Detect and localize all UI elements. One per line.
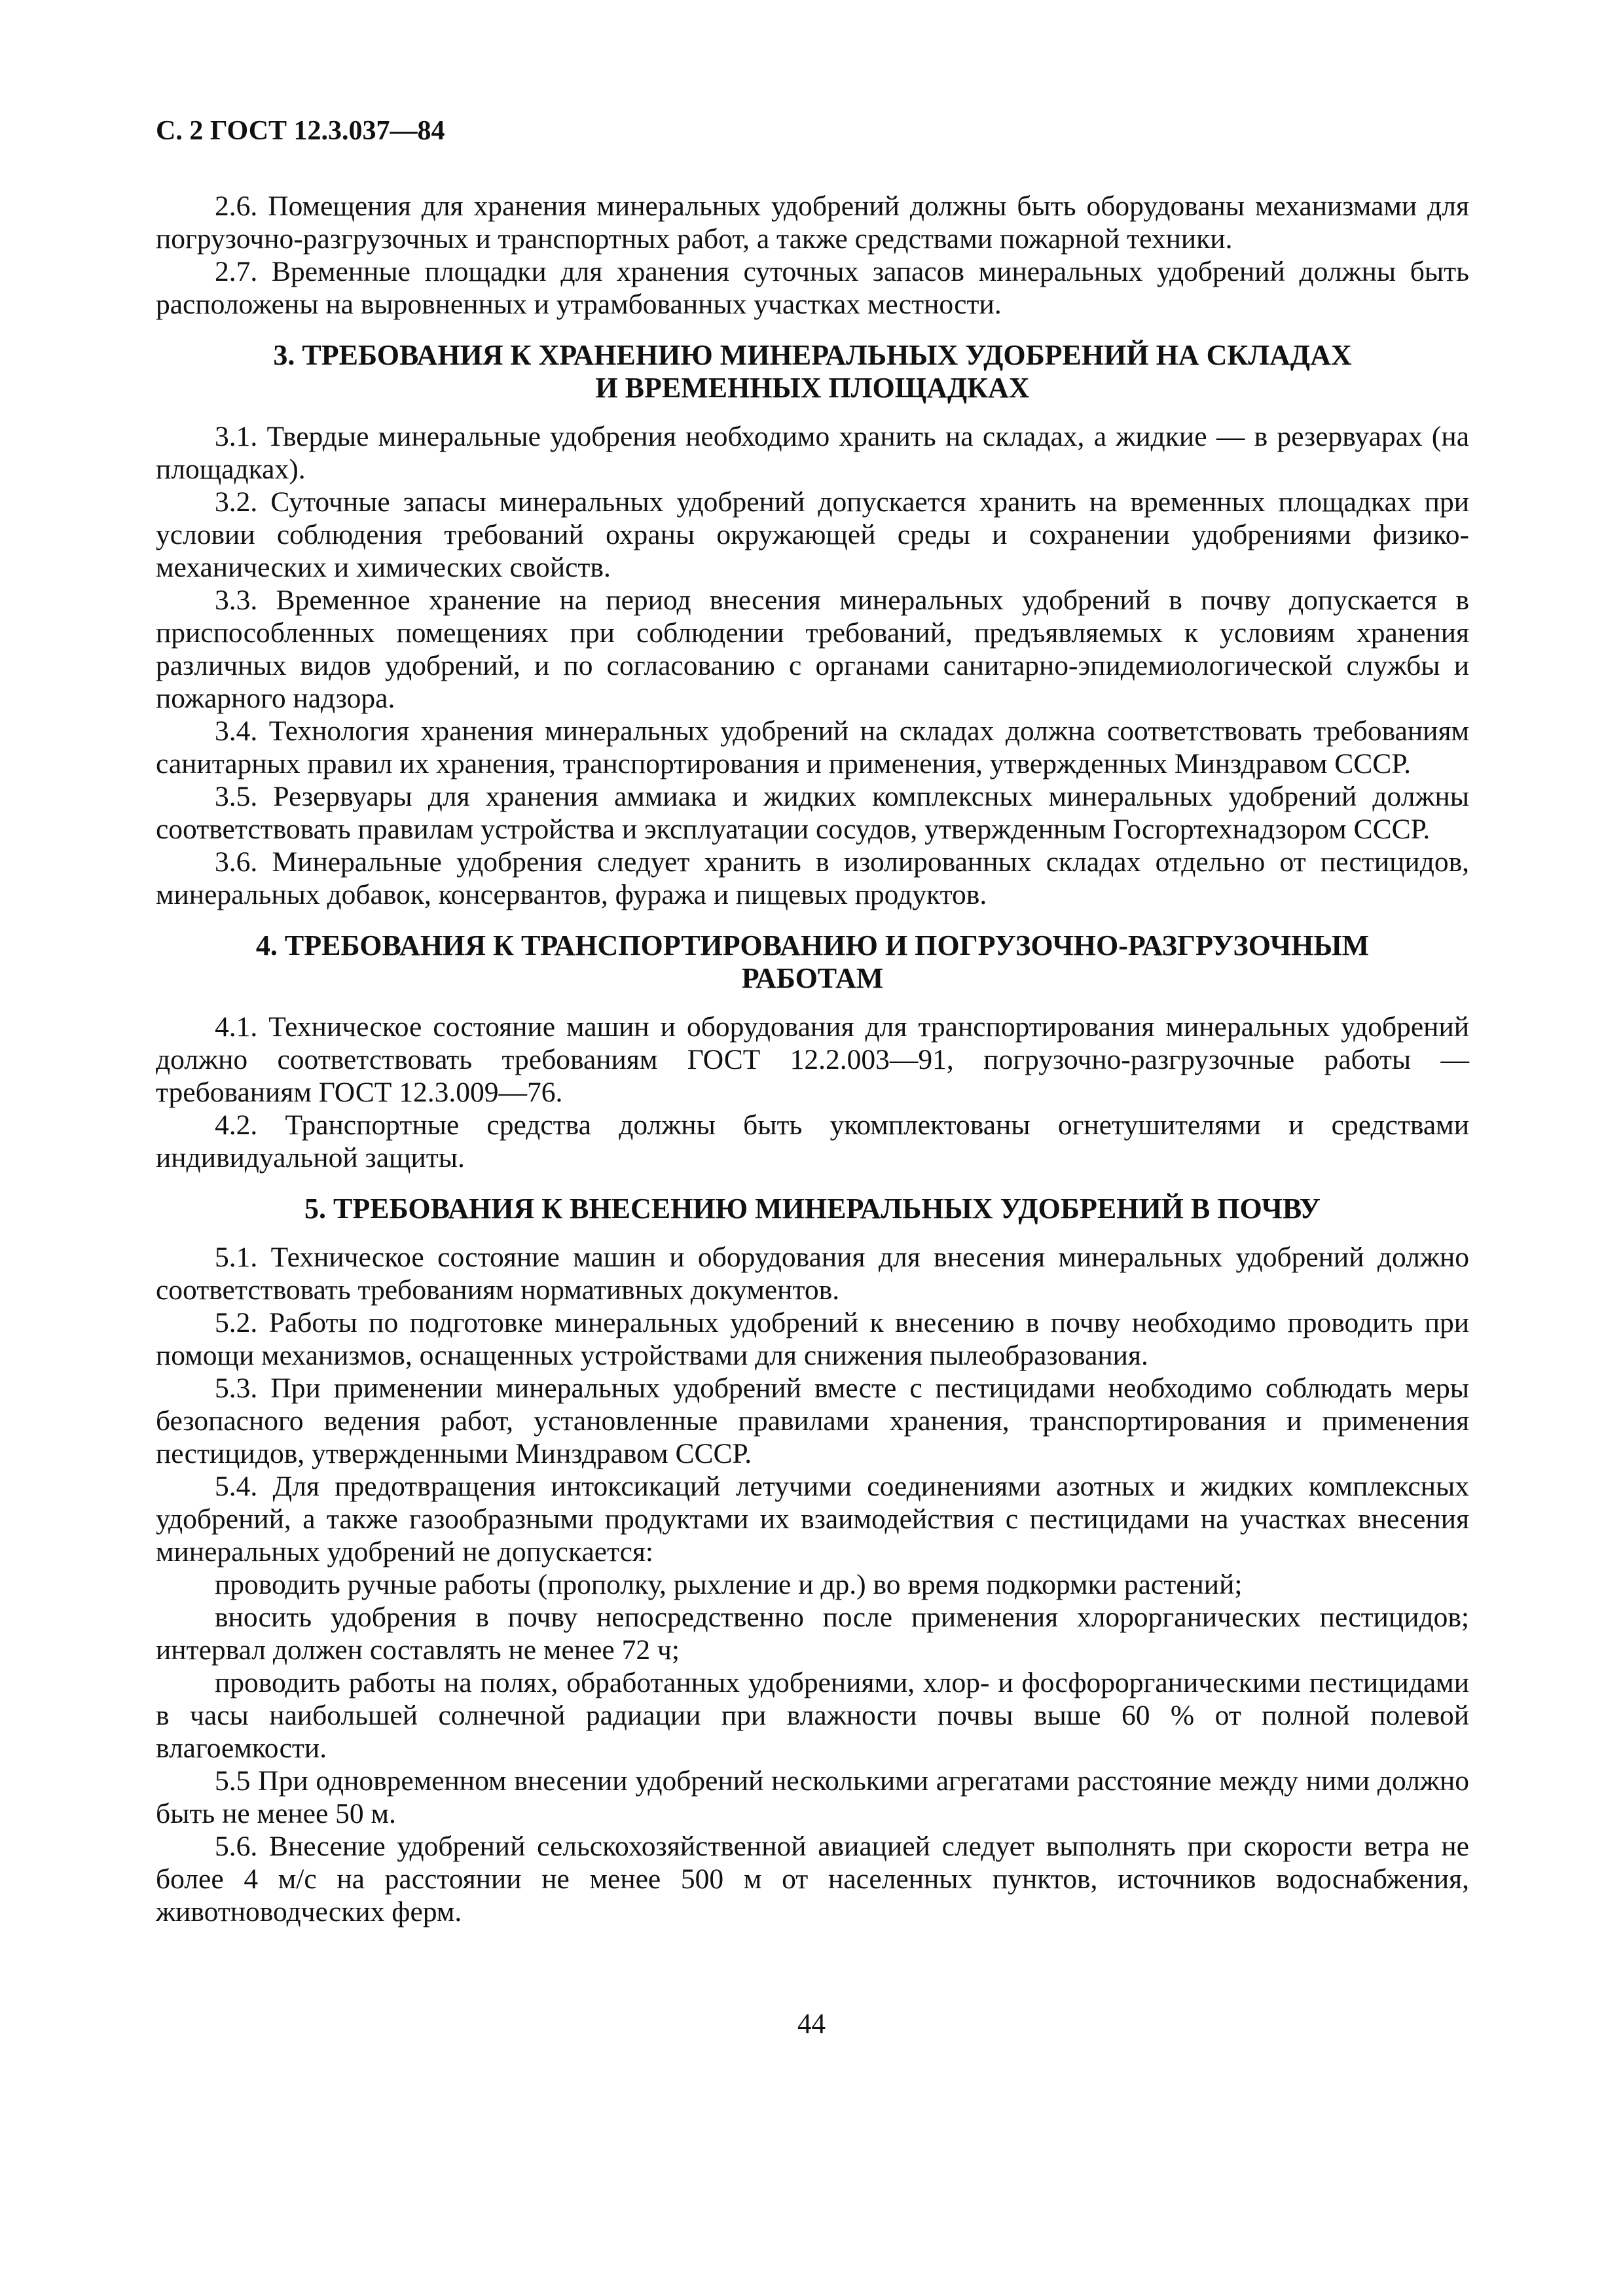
section-5-title-line1: 5. ТРЕБОВАНИЯ К ВНЕСЕНИЮ МИНЕРАЛЬНЫХ УДОБРЕНИЙ В ПОЧВУ [304, 1193, 1321, 1225]
paragraph-3-5: 3.5. Резервуары для хранения аммиака и жидких комплексных минеральных удобрений должны соответствовать правилам устройства и эксплуатации сосудов, утвержденным Госгортехнадзором СССР. [156, 781, 1469, 845]
paragraph-3-2: 3.2. Суточные запасы минеральных удобрений допускается хранить на временных площадках при условии соблюдения требований охраны окружающей среды и сохранении удобрениями физико-механических и химических свойств. [156, 486, 1469, 583]
paragraph-5-2: 5.2. Работы по подготовке минеральных удобрений к внесению в почву необходимо проводить при помощи механизмов, оснащенных устройствами для снижения пылеобразования. [156, 1307, 1469, 1371]
paragraph-3-6: 3.6. Минеральные удобрения следует хранить в изолированных складах отдельно от пестицидов, минеральных добавок, консервантов, фуража и пищевых продуктов. [156, 846, 1469, 910]
paragraph-5-4: 5.4. Для предотвращения интоксикаций летучими соединениями азотных и жидких комплексных удобрений, а также газообразными продуктами их взаимодействия с пестицидами на участках внесения минеральных удобрений не допускается: [156, 1471, 1469, 1568]
section-4-title [234, 929, 1391, 995]
paragraph-5-1: 5.1. Техническое состояние машин и оборудования для внесения минеральных удобрений должно соответствовать требованиям нормативных документов. [156, 1242, 1469, 1306]
section-3-title-line2: И ВРЕМЕННЫХ ПЛОЩАДКАХ [595, 372, 1030, 404]
section-4-title-line1: 4. ТРЕБОВАНИЯ К ТРАНСПОРТИРОВАНИЮ И ПОГРУЗОЧНО-РАЗГРУЗОЧНЫМ [255, 929, 1370, 961]
section-3-title [234, 339, 1391, 404]
page-header: С. 2 ГОСТ 12.3.037—84 [156, 116, 445, 146]
paragraph-5-6: 5.6. Внесение удобрений сельскохозяйственной авиацией следует выполнять при скорости ветра не более 4 м/с на расстоянии не менее 500 м от населенных пунктов, источников водоснабжения, животноводческих ферм. [156, 1831, 1469, 1928]
paragraph-3-1: 3.1. Твердые минеральные удобрения необходимо хранить на складах, а жидкие — в резервуарах (на площадках). [156, 421, 1469, 485]
list-item-5-4-c: проводить работы на полях, обработанных удобрениями, хлор- и фосфорорганическими пестицидами в часы наибольшей солнечной радиации при влажности почвы выше 60 % от полной полевой влагоемкости. [156, 1667, 1469, 1764]
section-4-title-line2: РАБОТАМ [741, 962, 884, 994]
paragraph-4-1: 4.1. Техническое состояние машин и оборудования для транспортирования минеральных удобрений должно соответствовать требованиям ГОСТ 12.2.003—91, погрузочно-разгрузочные работы — требованиям ГОСТ 12.3.009—76. [156, 1011, 1469, 1108]
paragraph-3-4: 3.4. Технология хранения минеральных удобрений на складах должна соответствовать требованиям санитарных правил их хранения, транспортирования и применения, утвержденных Минздравом СССР. [156, 715, 1469, 780]
paragraph-5-5: 5.5 При одновременном внесении удобрений несколькими агрегатами расстояние между ними должно быть не менее 50 м. [156, 1765, 1469, 1829]
list-item-5-4-a: проводить ручные работы (прополку, рыхление и др.) во время подкормки растений; [215, 1569, 1243, 1600]
paragraph-2-7: 2.7. Временные площадки для хранения суточных запасов минеральных удобрений должны быть расположены на выровненных и утрамбованных участках местности. [156, 256, 1469, 320]
page-number: 44 [797, 2009, 826, 2039]
section-3-title-line1: 3. ТРЕБОВАНИЯ К ХРАНЕНИЮ МИНЕРАЛЬНЫХ УДОБРЕНИЙ НА СКЛАДАХ [273, 339, 1352, 371]
section-5-title [234, 1193, 1391, 1225]
document-body [156, 190, 1469, 1928]
paragraph-5-3: 5.3. При применении минеральных удобрений вместе с пестицидами необходимо соблюдать меры безопасного ведения работ, установленные правилами хранения, транспортирования и применения пестицидов, утвержденными Минздравом СССР. [156, 1372, 1469, 1469]
paragraph-3-3: 3.3. Временное хранение на период внесения минеральных удобрений в почву допускается в приспособленных помещениях при соблюдении требований, предъявляемых к условиям хранения различных видов удобрений, и по согласованию с органами санитарно-эпидемиологической службы и пожарного надзора. [156, 584, 1469, 714]
list-item-5-4-b: вносить удобрения в почву непосредственно после применения хлорорганических пестицидов; интервал должен составлять не менее 72 ч; [156, 1602, 1469, 1666]
paragraph-4-2: 4.2. Транспортные средства должны быть укомплектованы огнетушителями и средствами индивидуальной защиты. [156, 1109, 1469, 1174]
paragraph-2-6: 2.6. Помещения для хранения минеральных удобрений должны быть оборудованы механизмами для погрузочно-разгрузочных и транспортных работ, а также средствами пожарной техники. [156, 190, 1469, 255]
